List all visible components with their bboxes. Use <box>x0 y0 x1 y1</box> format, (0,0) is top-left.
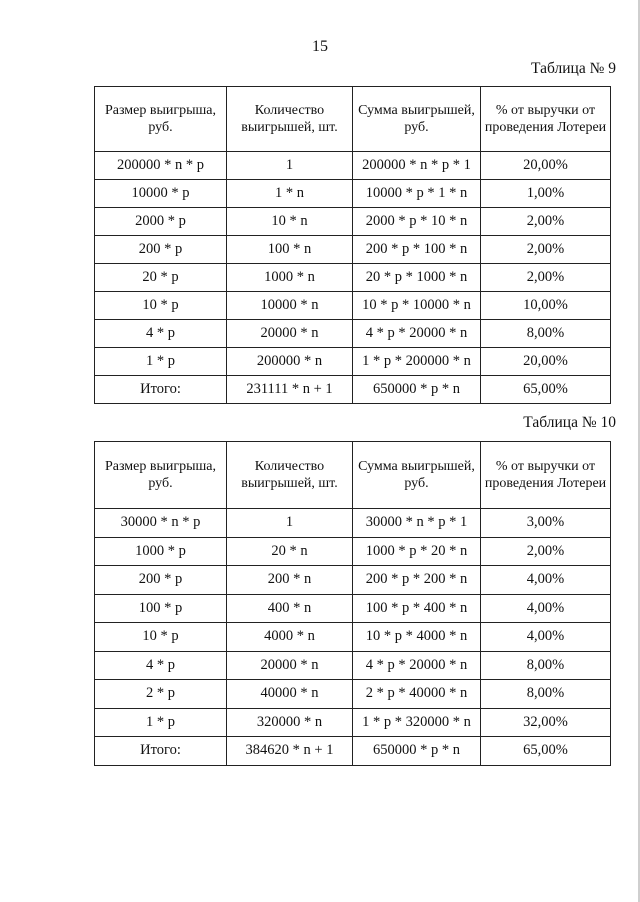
header-prize-count: Количество выигрышей, шт. <box>227 442 353 509</box>
table-row <box>95 708 611 737</box>
cell-prize-count: 40000 * n <box>227 680 353 709</box>
table-row <box>95 594 611 623</box>
cell-prize-count: 1 <box>227 152 353 180</box>
cell-prize-count: 20000 * n <box>227 651 353 680</box>
table-row <box>95 537 611 566</box>
cell-prize-sum: 1 * p * 320000 * n <box>353 708 481 737</box>
table-10-caption: Таблица № 10 <box>523 414 616 431</box>
cell-revenue-percent: 32,00% <box>481 708 611 737</box>
cell-prize-size: Итого: <box>95 376 227 404</box>
cell-prize-count: 400 * n <box>227 594 353 623</box>
cell-prize-size: 2000 * p <box>95 208 227 236</box>
cell-prize-count: 10 * n <box>227 208 353 236</box>
cell-prize-count: 200 * n <box>227 566 353 595</box>
cell-prize-sum: 100 * p * 400 * n <box>353 594 481 623</box>
table-row <box>95 180 611 208</box>
cell-prize-sum: 2000 * p * 10 * n <box>353 208 481 236</box>
cell-revenue-percent: 8,00% <box>481 651 611 680</box>
cell-prize-sum: 10 * p * 10000 * n <box>353 292 481 320</box>
cell-prize-count: 10000 * n <box>227 292 353 320</box>
cell-prize-size: 1000 * p <box>95 537 227 566</box>
cell-revenue-percent: 65,00% <box>481 737 611 766</box>
cell-revenue-percent: 3,00% <box>481 509 611 538</box>
cell-prize-sum: 10000 * p * 1 * n <box>353 180 481 208</box>
header-prize-sum: Сумма выигрышей, руб. <box>353 442 481 509</box>
cell-prize-size: 10000 * p <box>95 180 227 208</box>
cell-prize-sum: 650000 * p * n <box>353 737 481 766</box>
table-row <box>95 320 611 348</box>
header-prize-size: Размер выигрыша, руб. <box>95 442 227 509</box>
cell-prize-sum: 4 * p * 20000 * n <box>353 320 481 348</box>
cell-revenue-percent: 4,00% <box>481 623 611 652</box>
cell-prize-sum: 1000 * p * 20 * n <box>353 537 481 566</box>
table-header-row <box>95 87 611 152</box>
cell-prize-size: 10 * p <box>95 292 227 320</box>
total-row <box>95 376 611 404</box>
cell-prize-size: Итого: <box>95 737 227 766</box>
cell-prize-sum: 4 * p * 20000 * n <box>353 651 481 680</box>
cell-prize-sum: 30000 * n * p * 1 <box>353 509 481 538</box>
table-row <box>95 292 611 320</box>
header-prize-sum: Сумма выигрышей, руб. <box>353 87 481 152</box>
cell-prize-count: 4000 * n <box>227 623 353 652</box>
cell-prize-count: 1 <box>227 509 353 538</box>
header-revenue-percent: % от выручки от проведения Лотереи <box>481 442 611 509</box>
cell-prize-size: 200000 * n * p <box>95 152 227 180</box>
table-row <box>95 348 611 376</box>
cell-prize-size: 100 * p <box>95 594 227 623</box>
cell-revenue-percent: 65,00% <box>481 376 611 404</box>
cell-revenue-percent: 20,00% <box>481 348 611 376</box>
cell-revenue-percent: 1,00% <box>481 180 611 208</box>
cell-prize-size: 4 * p <box>95 651 227 680</box>
cell-revenue-percent: 2,00% <box>481 264 611 292</box>
cell-prize-sum: 20 * p * 1000 * n <box>353 264 481 292</box>
cell-prize-sum: 200 * p * 200 * n <box>353 566 481 595</box>
cell-revenue-percent: 4,00% <box>481 594 611 623</box>
cell-prize-size: 200 * p <box>95 236 227 264</box>
cell-prize-size: 10 * p <box>95 623 227 652</box>
cell-prize-count: 231111 * n + 1 <box>227 376 353 404</box>
cell-prize-size: 30000 * n * p <box>95 509 227 538</box>
cell-prize-size: 2 * p <box>95 680 227 709</box>
header-prize-size: Размер выигрыша, руб. <box>95 87 227 152</box>
cell-revenue-percent: 8,00% <box>481 320 611 348</box>
cell-prize-count: 20000 * n <box>227 320 353 348</box>
cell-revenue-percent: 4,00% <box>481 566 611 595</box>
table-row <box>95 566 611 595</box>
table-body <box>95 509 611 766</box>
table-row <box>95 152 611 180</box>
prize-table-9 <box>94 86 611 404</box>
cell-prize-sum: 10 * p * 4000 * n <box>353 623 481 652</box>
table-row <box>95 651 611 680</box>
cell-revenue-percent: 10,00% <box>481 292 611 320</box>
page-number: 15 <box>312 38 328 55</box>
cell-prize-sum: 650000 * p * n <box>353 376 481 404</box>
cell-prize-count: 320000 * n <box>227 708 353 737</box>
cell-prize-count: 20 * n <box>227 537 353 566</box>
cell-prize-sum: 1 * p * 200000 * n <box>353 348 481 376</box>
cell-prize-count: 1000 * n <box>227 264 353 292</box>
cell-prize-size: 200 * p <box>95 566 227 595</box>
cell-prize-size: 4 * p <box>95 320 227 348</box>
cell-revenue-percent: 8,00% <box>481 680 611 709</box>
prize-table-10 <box>94 441 611 766</box>
cell-revenue-percent: 2,00% <box>481 236 611 264</box>
cell-prize-sum: 2 * p * 40000 * n <box>353 680 481 709</box>
cell-prize-size: 20 * p <box>95 264 227 292</box>
table-row <box>95 264 611 292</box>
table-row <box>95 236 611 264</box>
table-row <box>95 208 611 236</box>
table-row <box>95 623 611 652</box>
cell-prize-count: 200000 * n <box>227 348 353 376</box>
cell-revenue-percent: 20,00% <box>481 152 611 180</box>
table-body <box>95 152 611 404</box>
table-header-row <box>95 442 611 509</box>
cell-prize-sum: 200000 * n * p * 1 <box>353 152 481 180</box>
cell-prize-sum: 200 * p * 100 * n <box>353 236 481 264</box>
total-row <box>95 737 611 766</box>
table-9-caption: Таблица № 9 <box>531 60 616 77</box>
cell-prize-count: 384620 * n + 1 <box>227 737 353 766</box>
cell-prize-count: 100 * n <box>227 236 353 264</box>
cell-prize-size: 1 * p <box>95 348 227 376</box>
table-row <box>95 680 611 709</box>
table-row <box>95 509 611 538</box>
header-revenue-percent: % от выручки от проведения Лотереи <box>481 87 611 152</box>
cell-prize-size: 1 * p <box>95 708 227 737</box>
cell-revenue-percent: 2,00% <box>481 537 611 566</box>
cell-revenue-percent: 2,00% <box>481 208 611 236</box>
cell-prize-count: 1 * n <box>227 180 353 208</box>
header-prize-count: Количество выигрышей, шт. <box>227 87 353 152</box>
